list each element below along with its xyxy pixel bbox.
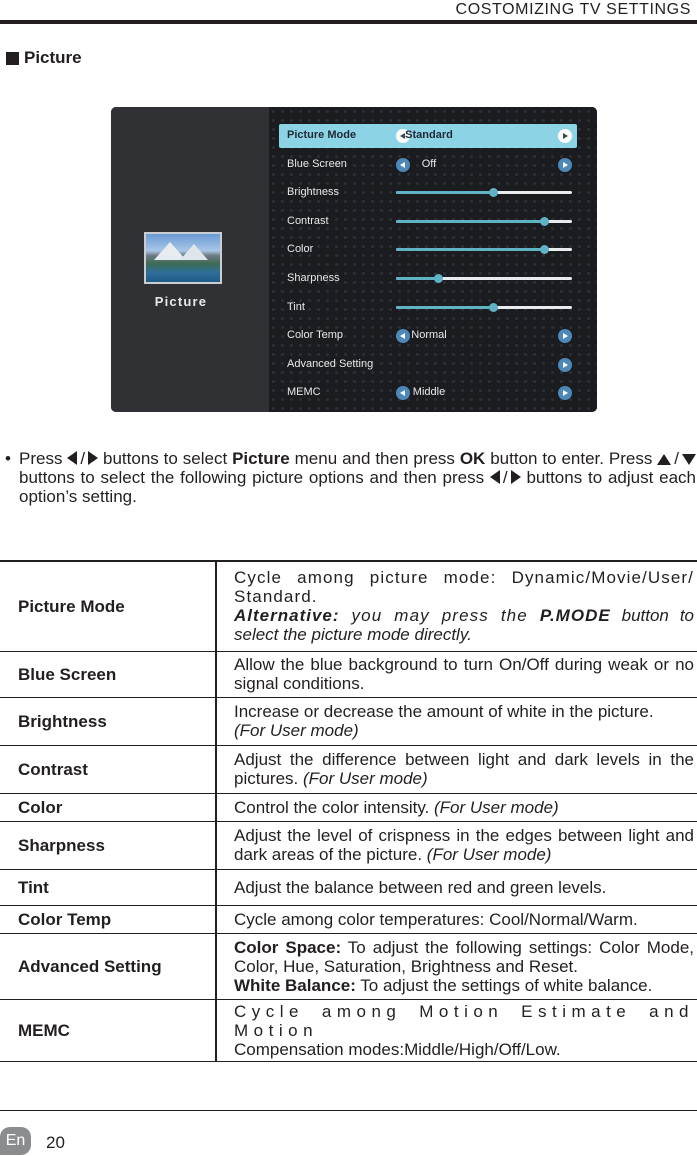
tv-menu-slider[interactable] [396,191,572,194]
table-row [0,697,697,745]
instr-text: Press [19,449,63,468]
slash-divider: / [502,468,508,487]
right-arrow-icon [511,470,521,484]
picture-thumbnail-icon [144,232,222,284]
footer-rule [0,1110,697,1111]
instr-text: buttons to select [98,449,233,468]
tv-menu-row[interactable] [279,124,577,148]
tv-menu-row[interactable] [279,381,577,405]
row-text: To adjust the following settings: Color Mode, Color, Hue, Saturation, Brightness and Reset. [234,937,694,976]
slash-divider: / [80,449,86,468]
right-arrow-icon[interactable] [558,358,572,372]
row-key: Sharpness [0,821,216,869]
tv-menu-row-value: Middle [412,386,446,399]
slider-fill [396,277,438,280]
right-arrow-icon[interactable] [558,386,572,400]
instr-text: button to enter. Press [485,449,658,468]
row-description [216,821,697,869]
page-number: 20 [46,1133,65,1152]
row-text: button to select the picture mode directly. [234,606,694,645]
left-arrow-icon [67,451,77,465]
tv-menu-row-label: Tint [287,300,305,313]
table-row [0,999,697,1061]
instr-emphasis: Picture [232,449,290,468]
row-description [216,933,697,999]
table-row [0,745,697,793]
slider-knob[interactable] [489,303,498,312]
row-text: you may press the [339,606,540,626]
tv-menu-row-value: Off [421,157,437,170]
tv-menu-row[interactable] [279,181,577,205]
row-note: (For User mode) [434,797,559,817]
page-header-title: COSTOMIZING TV SETTINGS [455,1,691,18]
slider-fill [396,191,493,194]
row-description [216,697,697,745]
left-arrow-icon [490,470,500,484]
tv-menu-row[interactable] [279,238,577,262]
tv-menu-row-label: Advanced Setting [287,357,374,370]
row-key: Color [0,793,216,821]
instr-emphasis: OK [459,449,486,468]
tv-menu-row-label: Color [287,243,314,256]
slider-knob[interactable] [489,188,498,197]
tv-menu-row-value: Normal [411,329,447,342]
tv-menu-row-label: Contrast [287,214,329,227]
up-arrow-icon [657,454,671,465]
tv-menu-screenshot [111,107,597,412]
row-key: Advanced Setting [0,933,216,999]
table-row [0,905,697,933]
row-label: Color Space: [234,937,342,957]
row-note: (For User mode) [302,769,428,788]
row-description [216,561,697,651]
tv-menu-row[interactable] [279,267,577,291]
row-key: Tint [0,869,216,905]
tv-menu-row-label: Picture Mode [287,129,357,141]
tv-menu-row-label: MEMC [287,386,321,399]
row-label: P.MODE [539,606,611,626]
tv-menu-row-label: Blue Screen [287,157,347,170]
instr-text: menu and then press [289,449,460,468]
language-badge: En [0,1127,31,1155]
tv-menu-row[interactable] [279,353,577,377]
header-rule [0,20,697,24]
tv-menu-row-label: Brightness [287,186,339,199]
tv-menu-caption: Picture [154,294,208,309]
row-text: Control the color intensity. [234,797,434,817]
slider-knob[interactable] [434,274,443,283]
row-key: Blue Screen [0,651,216,697]
section-title-text: Picture [24,48,82,67]
table-row [0,869,697,905]
bullet: • [5,449,11,468]
table-row [0,821,697,869]
row-description [216,793,697,821]
table-row [0,561,697,651]
row-note: (For User mode) [234,721,359,740]
section-title [6,48,82,68]
instr-text: buttons to adjust each option’s setting. [19,468,696,506]
instr-text: buttons to select the following picture options and then press [19,468,490,487]
row-text: Cycle among picture mode: Dynamic/Movie/User/ Standard. [234,568,694,607]
right-arrow-icon[interactable] [558,158,572,172]
row-description: Adjust the balance between red and green levels. [216,869,697,905]
row-text: Compensation modes:Middle/High/Off/Low. [234,1039,561,1059]
right-arrow-icon[interactable] [558,329,572,343]
tv-menu-row-label: Color Temp [287,329,344,342]
tv-menu-row-label: Sharpness [287,272,340,284]
row-text: Adjust the level of crispness in the edges between light and dark areas of the picture. [234,826,694,864]
tv-menu-row-value: Standard [405,129,453,141]
tv-menu-row[interactable] [279,153,577,177]
settings-table [0,560,697,1062]
row-text: To adjust the settings of white balance. [355,975,653,995]
row-description: Cycle among color temperatures: Cool/Normal/Warm. [216,905,697,933]
row-key: Picture Mode [0,561,216,651]
row-text: Increase or decrease the amount of white in the picture. [234,702,654,721]
tv-menu-row[interactable] [279,324,577,348]
slider-fill [396,306,493,309]
slash-divider: / [674,449,679,468]
row-text: Cycle among Motion Estimate and Motion [234,1001,694,1040]
row-key: Contrast [0,745,216,793]
instruction-paragraph [19,449,696,506]
row-key: MEMC [0,999,216,1061]
slider-knob[interactable] [540,245,549,254]
tv-menu-row[interactable] [279,210,577,234]
row-note: (For User mode) [426,845,552,864]
tv-menu-row[interactable] [279,296,577,320]
tv-menu-slider[interactable] [396,248,572,251]
row-text: Adjust the difference between light and dark levels in the pictures. [234,750,694,788]
row-label: Alternative: [234,606,340,626]
tv-menu-slider[interactable] [396,277,572,280]
right-arrow-icon[interactable] [558,129,572,143]
square-bullet-icon [6,52,19,65]
slider-fill [396,220,544,223]
row-description [216,999,697,1061]
table-row [0,933,697,999]
right-arrow-icon [88,451,98,465]
row-key: Brightness [0,697,216,745]
down-arrow-icon [682,454,696,465]
row-key: Color Temp [0,905,216,933]
row-label: White Balance: [234,975,356,995]
alternative-note [234,606,694,644]
tv-menu-slider[interactable] [396,220,572,223]
row-description [216,745,697,793]
slider-fill [396,248,544,251]
table-row [0,793,697,821]
table-row [0,651,697,697]
tv-menu-left-panel [111,107,269,412]
tv-menu-slider[interactable] [396,306,572,309]
slider-knob[interactable] [540,217,549,226]
row-description: Allow the blue background to turn On/Off during weak or no signal conditions. [216,651,697,697]
